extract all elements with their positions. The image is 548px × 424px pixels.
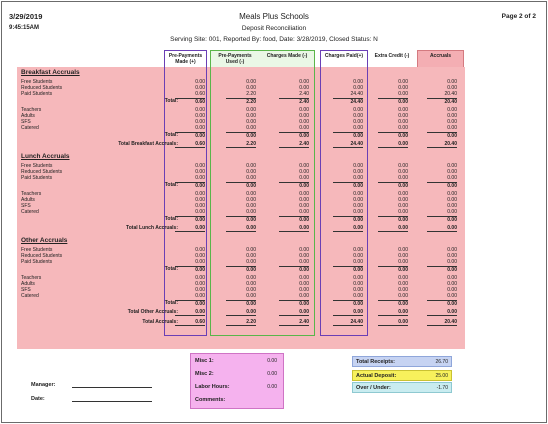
cell-value: 0.00 bbox=[398, 169, 408, 175]
cell-value: 0.60 bbox=[195, 91, 205, 97]
report-subtitle: Deposit Reconciliation bbox=[241, 25, 307, 32]
cell-value: 0.00 bbox=[226, 132, 256, 139]
cell-value: 0.00 bbox=[279, 182, 309, 189]
cell-value: 0.00 bbox=[447, 287, 457, 293]
cell-value: 0.00 bbox=[299, 287, 309, 293]
cell-value: 0.00 bbox=[195, 253, 205, 259]
cell-value: 0.00 bbox=[226, 300, 256, 307]
cell-value: 0.00 bbox=[333, 300, 363, 307]
row-label: Total: bbox=[164, 132, 178, 138]
cell-value: 0.00 bbox=[353, 281, 363, 287]
cell-value: 0.00 bbox=[299, 163, 309, 169]
cell-value: 0.00 bbox=[398, 107, 408, 113]
cell-value: 0.00 bbox=[447, 163, 457, 169]
total-row bbox=[21, 225, 461, 232]
report-time: 9:45:15AM bbox=[9, 25, 40, 31]
cell-value: 0.00 bbox=[246, 203, 256, 209]
cell-value: 0.60 bbox=[175, 98, 205, 105]
cell-value: 0.00 bbox=[398, 293, 408, 299]
report-title: Meals Plus Schools bbox=[239, 12, 309, 21]
cell-value: 0.00 bbox=[195, 191, 205, 197]
misc2-value: 0.00 bbox=[267, 371, 277, 377]
cell-value: 0.00 bbox=[175, 309, 205, 316]
cell-value: 0.00 bbox=[195, 113, 205, 119]
row-label: Total Lunch Accruals: bbox=[126, 225, 178, 231]
total-row bbox=[21, 141, 461, 148]
cell-value: 0.00 bbox=[175, 216, 205, 223]
row-label: Total: bbox=[164, 216, 178, 222]
col-header-charges-paid: Charges Paid(+) bbox=[324, 53, 364, 59]
cell-value: 0.00 bbox=[246, 163, 256, 169]
cell-value: 0.00 bbox=[447, 169, 457, 175]
cell-value: 0.00 bbox=[353, 209, 363, 215]
row-label: Total Accruals: bbox=[142, 319, 178, 325]
cell-value: 0.00 bbox=[246, 209, 256, 215]
cell-value: 0.00 bbox=[246, 275, 256, 281]
cell-value: 20.40 bbox=[427, 98, 457, 105]
cell-value: 0.00 bbox=[246, 169, 256, 175]
cell-value: 0.00 bbox=[378, 309, 408, 316]
row-label: Reduced Students bbox=[21, 85, 63, 91]
cell-value: 0.00 bbox=[195, 259, 205, 265]
labor-hours-value: 0.00 bbox=[267, 384, 277, 390]
report-date: 3/29/2019 bbox=[9, 12, 43, 21]
total-row bbox=[21, 319, 461, 326]
cell-value: 0.00 bbox=[447, 191, 457, 197]
cell-value: 0.00 bbox=[398, 259, 408, 265]
total-row bbox=[21, 309, 461, 316]
table-row bbox=[21, 209, 461, 216]
total-receipts-value: 26.70 bbox=[435, 359, 448, 365]
total-row bbox=[21, 300, 461, 307]
cell-value: 0.00 bbox=[378, 266, 408, 273]
cell-value: 0.00 bbox=[398, 209, 408, 215]
cell-value: 0.00 bbox=[299, 247, 309, 253]
cell-value: 0.00 bbox=[175, 132, 205, 139]
cell-value: 0.00 bbox=[279, 132, 309, 139]
row-label: Adults bbox=[21, 113, 35, 119]
cell-value: 0.00 bbox=[246, 293, 256, 299]
cell-value: 0.00 bbox=[398, 191, 408, 197]
cell-value: 0.00 bbox=[246, 191, 256, 197]
cell-value: 0.00 bbox=[353, 197, 363, 203]
cell-value: 0.00 bbox=[447, 281, 457, 287]
cell-value: 0.00 bbox=[195, 169, 205, 175]
row-label: SFS bbox=[21, 203, 31, 209]
cell-value: 0.00 bbox=[353, 253, 363, 259]
cell-value: 0.00 bbox=[246, 259, 256, 265]
comments-label: Comments: bbox=[195, 397, 226, 403]
cell-value: 2.40 bbox=[279, 98, 309, 105]
row-label: Total Breakfast Accruals: bbox=[118, 141, 178, 147]
row-label: Paid Students bbox=[21, 259, 53, 265]
cell-value: 2.20 bbox=[226, 98, 256, 105]
cell-value: 0.00 bbox=[195, 175, 205, 181]
cell-value: 0.00 bbox=[279, 266, 309, 273]
cell-value: 0.00 bbox=[427, 216, 457, 223]
cell-value: 0.00 bbox=[299, 113, 309, 119]
cell-value: 0.00 bbox=[398, 85, 408, 91]
cell-value: 0.00 bbox=[378, 216, 408, 223]
over-under bbox=[352, 382, 452, 393]
cell-value: 0.00 bbox=[353, 293, 363, 299]
cell-value: 0.00 bbox=[299, 203, 309, 209]
cell-value: 0.00 bbox=[353, 125, 363, 131]
cell-value: 0.00 bbox=[333, 309, 363, 316]
cell-value: 0.00 bbox=[333, 182, 363, 189]
cell-value: 0.00 bbox=[398, 247, 408, 253]
cell-value: 0.00 bbox=[333, 266, 363, 273]
cell-value: 0.00 bbox=[246, 107, 256, 113]
cell-value: 0.00 bbox=[299, 107, 309, 113]
cell-value: 0.00 bbox=[353, 85, 363, 91]
cell-value: 24.40 bbox=[333, 98, 363, 105]
row-label: Total: bbox=[164, 300, 178, 306]
cell-value: 0.00 bbox=[299, 191, 309, 197]
cell-value: 0.00 bbox=[226, 225, 256, 232]
cell-value: 0.00 bbox=[398, 197, 408, 203]
row-label: Total Other Accruals: bbox=[127, 309, 178, 315]
cell-value: 0.00 bbox=[279, 309, 309, 316]
cell-value: 0.00 bbox=[353, 113, 363, 119]
col-header-charges-made: Charges Made (-) bbox=[266, 53, 308, 59]
cell-value: 0.00 bbox=[246, 119, 256, 125]
cell-value: 0.00 bbox=[175, 182, 205, 189]
cell-value: 0.00 bbox=[378, 141, 408, 148]
cell-value: 0.00 bbox=[195, 209, 205, 215]
cell-value: 0.00 bbox=[398, 125, 408, 131]
cell-value: 0.00 bbox=[195, 247, 205, 253]
cell-value: 24.40 bbox=[350, 91, 363, 97]
cell-value: 0.00 bbox=[299, 275, 309, 281]
cell-value: 0.00 bbox=[398, 287, 408, 293]
cell-value: 0.00 bbox=[333, 225, 363, 232]
misc1-value: 0.00 bbox=[267, 358, 277, 364]
cell-value: 0.00 bbox=[398, 175, 408, 181]
cell-value: 20.40 bbox=[427, 319, 457, 326]
cell-value: 0.00 bbox=[195, 85, 205, 91]
actual-deposit-value: 25.00 bbox=[435, 373, 448, 379]
section-title: Breakfast Accruals bbox=[21, 69, 80, 76]
cell-value: 0.00 bbox=[398, 275, 408, 281]
cell-value: 0.00 bbox=[226, 182, 256, 189]
cell-value: 0.00 bbox=[333, 216, 363, 223]
cell-value: 0.00 bbox=[353, 107, 363, 113]
cell-value: 0.00 bbox=[299, 253, 309, 259]
date-signature-line[interactable] bbox=[72, 401, 152, 402]
cell-value: 0.00 bbox=[353, 259, 363, 265]
cell-value: 0.00 bbox=[299, 169, 309, 175]
cell-value: 0.00 bbox=[175, 300, 205, 307]
actual-deposit bbox=[352, 370, 452, 381]
total-row bbox=[21, 182, 461, 189]
cell-value: 0.00 bbox=[398, 119, 408, 125]
cell-value: 0.00 bbox=[195, 107, 205, 113]
cell-value: 0.00 bbox=[333, 132, 363, 139]
cell-value: 2.20 bbox=[226, 319, 256, 326]
row-label: Free Students bbox=[21, 247, 53, 253]
row-label: Reduced Students bbox=[21, 169, 63, 175]
cell-value: 0.00 bbox=[195, 287, 205, 293]
cell-value: 0.00 bbox=[246, 85, 256, 91]
cell-value: 0.00 bbox=[427, 225, 457, 232]
cell-value: 0.00 bbox=[447, 119, 457, 125]
cell-value: 0.00 bbox=[299, 293, 309, 299]
cell-value: 0.00 bbox=[246, 197, 256, 203]
cell-value: 0.00 bbox=[427, 309, 457, 316]
cell-value: 0.00 bbox=[195, 293, 205, 299]
cell-value: 0.00 bbox=[246, 281, 256, 287]
cell-value: 0.00 bbox=[447, 203, 457, 209]
cell-value: 0.00 bbox=[427, 182, 457, 189]
row-label: Free Students bbox=[21, 163, 53, 169]
cell-value: 0.00 bbox=[398, 281, 408, 287]
cell-value: 0.00 bbox=[353, 169, 363, 175]
table-row bbox=[21, 91, 461, 98]
cell-value: 0.00 bbox=[195, 125, 205, 131]
cell-value: 0.00 bbox=[427, 132, 457, 139]
cell-value: 20.40 bbox=[427, 141, 457, 148]
cell-value: 0.60 bbox=[175, 319, 205, 326]
cell-value: 0.00 bbox=[226, 266, 256, 273]
cell-value: 0.00 bbox=[447, 275, 457, 281]
cell-value: 2.40 bbox=[279, 319, 309, 326]
cell-value: 0.00 bbox=[299, 79, 309, 85]
misc1-label: Misc 1: bbox=[195, 358, 214, 364]
cell-value: 0.00 bbox=[195, 197, 205, 203]
table-row bbox=[21, 259, 461, 266]
cell-value: 0.00 bbox=[427, 266, 457, 273]
cell-value: 0.00 bbox=[378, 300, 408, 307]
total-receipts-label: Total Receipts: bbox=[356, 359, 396, 365]
cell-value: 0.00 bbox=[353, 287, 363, 293]
table-row bbox=[21, 175, 461, 182]
cell-value: 2.20 bbox=[226, 141, 256, 148]
cell-value: 0.00 bbox=[246, 113, 256, 119]
cell-value: 0.00 bbox=[378, 98, 408, 105]
row-label: Teachers bbox=[21, 191, 42, 197]
total-receipts bbox=[352, 356, 452, 367]
cell-value: 0.00 bbox=[279, 300, 309, 307]
row-label: Adults bbox=[21, 197, 35, 203]
cell-value: 0.00 bbox=[447, 247, 457, 253]
cell-value: 0.00 bbox=[246, 247, 256, 253]
cell-value: 0.00 bbox=[299, 209, 309, 215]
row-label: Free Students bbox=[21, 79, 53, 85]
row-label: Adults bbox=[21, 281, 35, 287]
row-label: Catered bbox=[21, 293, 39, 299]
cell-value: 0.00 bbox=[447, 197, 457, 203]
cell-value: 0.00 bbox=[299, 259, 309, 265]
row-label: Paid Students bbox=[21, 175, 53, 181]
cell-value: 0.00 bbox=[246, 79, 256, 85]
cell-value: 0.00 bbox=[353, 203, 363, 209]
cell-value: 0.00 bbox=[427, 300, 457, 307]
cell-value: 0.00 bbox=[279, 216, 309, 223]
cell-value: 0.00 bbox=[447, 209, 457, 215]
misc-panel bbox=[190, 353, 284, 409]
row-label: Reduced Students bbox=[21, 253, 63, 259]
serving-info: Serving Site: 001, Reported By: food, Date: 3/28/2019, Closed Status: N bbox=[170, 36, 378, 43]
cell-value: 0.00 bbox=[353, 79, 363, 85]
cell-value: 0.00 bbox=[398, 163, 408, 169]
page-indicator: Page 2 of 2 bbox=[501, 13, 536, 20]
cell-value: 0.00 bbox=[175, 225, 205, 232]
cell-value: 0.00 bbox=[398, 203, 408, 209]
manager-signature-line[interactable] bbox=[72, 387, 152, 388]
cell-value: 0.00 bbox=[195, 79, 205, 85]
cell-value: 0.00 bbox=[299, 85, 309, 91]
row-label: Total: bbox=[164, 182, 178, 188]
date-label: Date: bbox=[31, 396, 45, 402]
cell-value: 24.40 bbox=[333, 141, 363, 148]
cell-value: 0.00 bbox=[447, 107, 457, 113]
cell-value: 0.00 bbox=[175, 266, 205, 273]
cell-value: 0.00 bbox=[378, 319, 408, 326]
col-header-accruals: Accruals bbox=[429, 53, 452, 59]
col-header-extra-credit: Extra Credit (-) bbox=[374, 53, 410, 59]
misc2-label: Misc 2: bbox=[195, 371, 214, 377]
cell-value: 0.00 bbox=[353, 247, 363, 253]
cell-value: 0.00 bbox=[195, 203, 205, 209]
cell-value: 0.00 bbox=[398, 113, 408, 119]
row-label: Total: bbox=[164, 266, 178, 272]
cell-value: 0.00 bbox=[195, 281, 205, 287]
cell-value: 0.00 bbox=[398, 79, 408, 85]
cell-value: 0.60 bbox=[175, 141, 205, 148]
cell-value: 0.00 bbox=[246, 125, 256, 131]
cell-value: 0.00 bbox=[195, 119, 205, 125]
cell-value: 2.20 bbox=[246, 91, 256, 97]
cell-value: 0.00 bbox=[353, 163, 363, 169]
cell-value: 0.00 bbox=[246, 287, 256, 293]
row-label: SFS bbox=[21, 119, 31, 125]
cell-value: 0.00 bbox=[353, 175, 363, 181]
actual-deposit-label: Actual Deposit: bbox=[356, 373, 397, 379]
cell-value: 0.00 bbox=[353, 275, 363, 281]
over-under-value: -1.70 bbox=[436, 385, 448, 391]
cell-value: 0.00 bbox=[195, 275, 205, 281]
cell-value: 0.00 bbox=[447, 113, 457, 119]
cell-value: 0.00 bbox=[353, 191, 363, 197]
cell-value: 0.00 bbox=[447, 253, 457, 259]
cell-value: 0.00 bbox=[279, 225, 309, 232]
cell-value: 0.00 bbox=[195, 163, 205, 169]
cell-value: 0.00 bbox=[226, 309, 256, 316]
col-header-prepay-made: Pre-Payments Made (+) bbox=[168, 53, 203, 65]
cell-value: 24.40 bbox=[333, 319, 363, 326]
section-title: Lunch Accruals bbox=[21, 153, 70, 160]
cell-value: 0.00 bbox=[299, 175, 309, 181]
cell-value: 0.00 bbox=[246, 253, 256, 259]
row-label: Total: bbox=[164, 98, 178, 104]
row-label: Teachers bbox=[21, 275, 42, 281]
cell-value: 0.00 bbox=[378, 182, 408, 189]
cell-value: 0.00 bbox=[299, 119, 309, 125]
total-row bbox=[21, 132, 461, 139]
section-title: Other Accruals bbox=[21, 237, 68, 244]
cell-value: 0.00 bbox=[447, 259, 457, 265]
cell-value: 0.00 bbox=[246, 175, 256, 181]
over-under-label: Over / Under: bbox=[356, 385, 391, 391]
cell-value: 0.00 bbox=[447, 175, 457, 181]
labor-hours-label: Labor Hours: bbox=[195, 384, 230, 390]
row-label: Catered bbox=[21, 209, 39, 215]
cell-value: 0.00 bbox=[398, 91, 408, 97]
cell-value: 0.00 bbox=[299, 281, 309, 287]
cell-value: 0.00 bbox=[378, 132, 408, 139]
row-label: Teachers bbox=[21, 107, 42, 113]
cell-value: 0.00 bbox=[299, 197, 309, 203]
cell-value: 0.00 bbox=[447, 85, 457, 91]
total-row bbox=[21, 98, 461, 105]
cell-value: 0.00 bbox=[447, 293, 457, 299]
cell-value: 0.00 bbox=[447, 125, 457, 131]
manager-label: Manager: bbox=[31, 382, 56, 388]
cell-value: 0.00 bbox=[378, 225, 408, 232]
row-label: Catered bbox=[21, 125, 39, 131]
cell-value: 20.40 bbox=[444, 91, 457, 97]
cell-value: 0.00 bbox=[398, 253, 408, 259]
cell-value: 0.00 bbox=[226, 216, 256, 223]
cell-value: 0.00 bbox=[447, 79, 457, 85]
row-label: SFS bbox=[21, 287, 31, 293]
row-label: Paid Students bbox=[21, 91, 53, 97]
cell-value: 2.40 bbox=[299, 91, 309, 97]
cell-value: 2.40 bbox=[279, 141, 309, 148]
col-header-prepay-used: Pre-Payments Used (-) bbox=[218, 53, 252, 65]
total-row bbox=[21, 216, 461, 223]
table-row bbox=[21, 293, 461, 300]
cell-value: 0.00 bbox=[353, 119, 363, 125]
cell-value: 0.00 bbox=[299, 125, 309, 131]
table-row bbox=[21, 125, 461, 132]
total-row bbox=[21, 266, 461, 273]
